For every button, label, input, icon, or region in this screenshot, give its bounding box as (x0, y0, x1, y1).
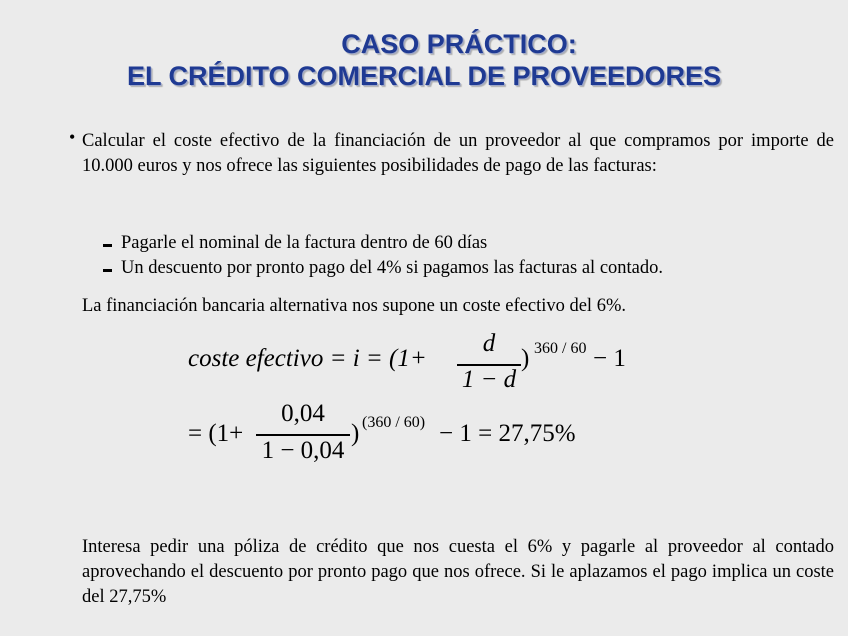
title-line-1: CASO PRÁCTICO: (341, 29, 577, 59)
intro-paragraph: Calcular el coste efectivo de la financiación de un proveedor al que compramos por importe de 10.000 euros y nos ofrece las siguientes posibilidades de pago de las facturas: (82, 131, 834, 176)
title-line-2: EL CRÉDITO COMERCIAL DE PROVEEDORES (126, 61, 722, 91)
dash-icon (103, 269, 112, 272)
slide-title (0, 28, 848, 92)
formula2-close-paren: ) (351, 420, 360, 447)
formula1-tail: − 1 (593, 345, 626, 372)
formula2-tail: − 1 = 27,75% (439, 420, 576, 447)
formula1-fraction (457, 330, 521, 400)
dash-icon (103, 244, 112, 247)
payment-options-list (103, 231, 823, 281)
formula1-lhs: coste efectivo = i = (1+ (188, 345, 427, 372)
conclusion-paragraph: Interesa pedir una póliza de crédito que nos cuesta el 6% y pagarle al proveedor al contado aprovechando el descuento por pronto pago que nos ofrece. Si le aplazamos el pago implica un coste del 27,75% (82, 537, 834, 607)
formula1-numerator: d (482, 330, 496, 357)
alternative-financing-text: La financiación bancaria alternativa nos supone un coste efectivo del 6%. (82, 296, 626, 316)
option-text: Un descuento por pronto pago del 4% si pagamos las facturas al contado. (121, 258, 664, 278)
list-item (103, 231, 823, 256)
formula1-exponent: 360 / 60 (534, 340, 587, 357)
formula2-numerator: 0,04 (281, 400, 325, 427)
option-text: Pagarle el nominal de la factura dentro de 60 días (121, 233, 488, 253)
formula2-fraction (256, 400, 350, 470)
formula2-exponent: (360 / 60) (362, 414, 426, 431)
formula1-denominator: 1 − d (461, 366, 517, 393)
fraction-bar (256, 434, 350, 436)
formula1-close-paren: ) (521, 345, 530, 372)
list-item (103, 256, 823, 281)
formula2-denominator: 1 − 0,04 (261, 437, 345, 464)
bullet-icon: • (69, 127, 76, 147)
formula2-lhs: = (1+ (188, 420, 244, 447)
